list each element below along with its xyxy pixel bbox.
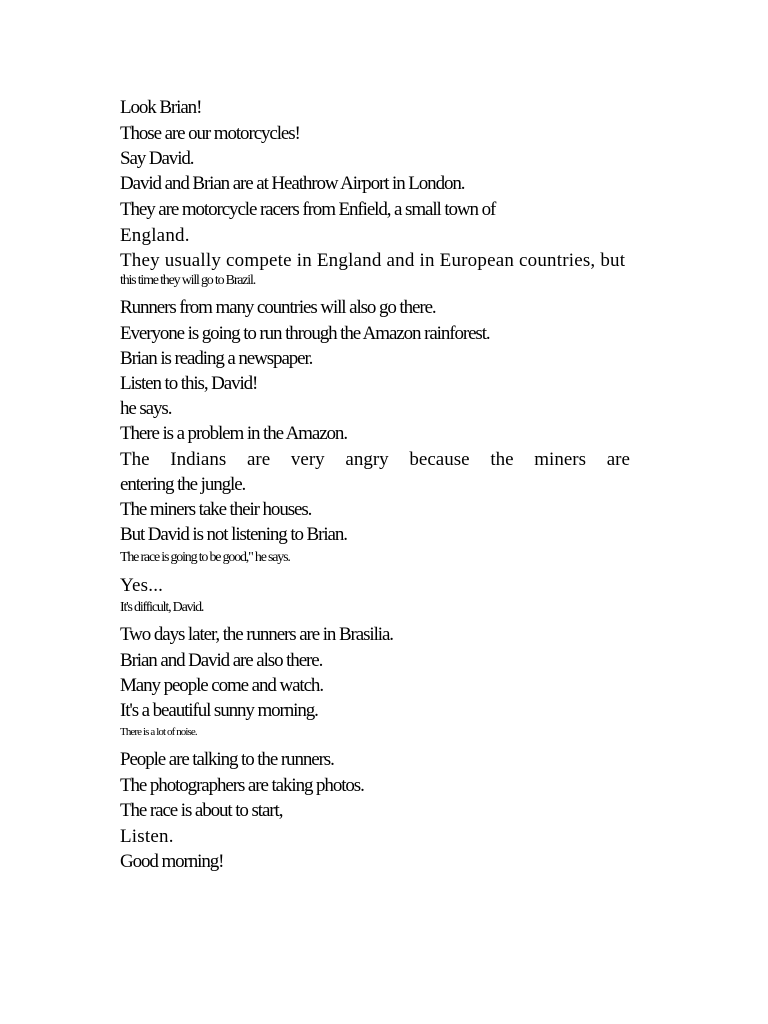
text-line-20: Yes... [120,575,164,596]
text-line-10: Everyone is going to run through the Amazon rainforest. [120,323,490,344]
text-line-23: Brian and David are also there. [120,650,323,671]
text-line-9: Runners from many countries will also go there. [120,297,436,318]
text-line-18: But David is not listening to Brian. [120,524,347,545]
text-line-31: Good morning! [120,851,224,872]
text-line-25: It's a beautiful sunny morning. [120,700,318,721]
text-line-29: The race is about to start, [120,800,283,821]
text-line-8: this time they will go to Brazil. [120,273,255,288]
text-line-27: People are talking to the runners. [120,749,334,770]
text-line-1: Look Brian! [120,97,202,118]
text-line-17: The miners take their houses. [120,499,312,520]
text-line-22: Two days later, the runners are in Brasilia. [120,624,393,645]
text-line-28: The photographers are taking photos. [120,775,364,796]
text-line-19: The race is going to be good," he says. [120,550,290,565]
text-line-30: Listen. [120,826,174,847]
text-line-13: he says. [120,398,172,419]
text-line-3: Say David. [120,148,194,169]
text-line-4: David and Brian are at Heathrow Airport in London. [120,173,465,194]
text-line-2: Those are our motorcycles! [120,123,300,144]
text-line-6: England. [120,225,190,246]
text-line-7: They usually compete in England and in European countries, but [120,250,626,271]
text-line-16: entering the jungle. [120,474,246,495]
text-line-12: Listen to this, David! [120,373,258,394]
text-line-21: It's difficult, David. [120,600,204,615]
text-line-5: They are motorcycle racers from Enfield, a small town of [120,199,496,220]
text-line-15: The Indians are very angry because the miners are [120,449,630,470]
text-line-24: Many people come and watch. [120,675,323,696]
text-line-14: There is a problem in the Amazon. [120,423,347,444]
text-line-11: Brian is reading a newspaper. [120,348,313,369]
text-line-26: There is a lot of noise. [120,726,197,738]
